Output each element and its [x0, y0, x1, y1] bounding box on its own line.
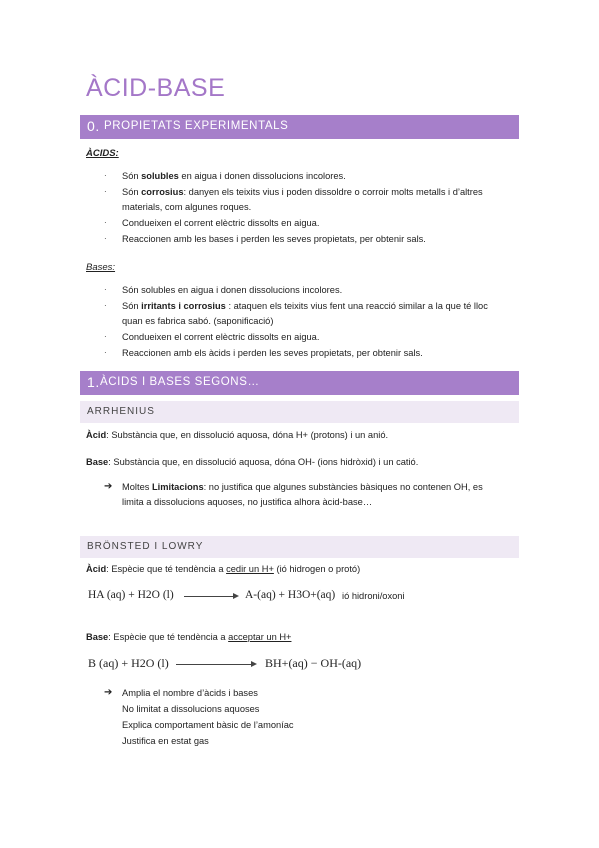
bullet-icon: ·: [104, 332, 107, 341]
bullet-icon: ·: [104, 348, 107, 357]
section-0-number: 0.: [87, 118, 100, 134]
arrhenius-heading: ARRHENIUS: [87, 406, 155, 417]
bases-heading: Bases:: [86, 262, 116, 273]
bronsted-point-3: Explica comportament bàsic de l’amoníac: [122, 720, 294, 730]
section-1-number: 1.: [87, 374, 100, 390]
bronsted-point-1: Amplia el nombre d’àcids i bases: [122, 688, 258, 698]
section-1-header: [80, 371, 519, 395]
section-0-label: PROPIETATS EXPERIMENTALS: [104, 120, 289, 132]
base-item-3: Condueixen el corrent elèctric dissolts en aigua.: [122, 332, 320, 342]
section-1-label: ÀCIDS I BASES SEGONS…: [100, 376, 260, 388]
bronsted-point-4: Justifica en estat gas: [122, 736, 209, 746]
arrhenius-limitations-cont: limita a dissolucions aquoses, no justifica alhora àcid-base…: [122, 497, 373, 507]
base-item-1: Són solubles en aigua i donen dissolucions incolores.: [122, 285, 343, 295]
bronsted-acid-definition: Àcid: Espècie que té tendència a cedir un H+ (ió hidrogen o protó): [86, 564, 361, 574]
base-item-4: Reaccionen amb els àcids i perden les seves propietats, per obtenir sals.: [122, 348, 423, 358]
bronsted-heading: BRÖNSTED I LOWRY: [87, 541, 204, 552]
arrow-right-icon: ➔: [104, 687, 113, 698]
equation-1-reactants: HA (aq) + H2O (l): [88, 589, 174, 601]
arrow-right-icon: ➔: [104, 481, 113, 492]
arrhenius-limitations: Moltes Limitacions: no justifica que algunes substàncies bàsiques no contenen OH, es: [122, 482, 483, 492]
acid-item-2-cont: materials, com algunes roques.: [122, 202, 252, 212]
reaction-arrow-line: [184, 596, 234, 597]
bullet-icon: ·: [104, 234, 107, 243]
section-0-header: [80, 115, 519, 139]
acids-heading: ÀCIDS:: [86, 148, 119, 159]
acid-item-3: Condueixen el corrent elèctric dissolts en aigua.: [122, 218, 320, 228]
equation-2-products: BH+(aq) − OH-(aq): [265, 656, 362, 670]
bronsted-point-2: No limitat a dissolucions aquoses: [122, 704, 260, 714]
bronsted-header: [80, 536, 519, 558]
arrhenius-base-definition: Base: Substància que, en dissolució aquosa, dóna OH- (ions hidròxid) i un catió.: [86, 457, 419, 467]
bullet-icon: ·: [104, 285, 107, 294]
equation-1-products: A-(aq) + H3O+(aq): [245, 589, 336, 601]
arrhenius-header: [80, 401, 519, 423]
page-title: ÀCID-BASE: [86, 74, 226, 102]
bullet-icon: ·: [104, 301, 107, 310]
equation-1-note: ió hidroni/oxoni: [342, 591, 405, 601]
reaction-arrow-icon: [233, 593, 239, 599]
bronsted-base-definition: Base: Espècie que té tendència a acceptar un H+: [86, 632, 292, 642]
reaction-arrow-icon: [251, 661, 257, 667]
base-item-2: Són irritants i corrosius : ataquen els teixits vius fent una reacció similar a la que té lloc: [122, 301, 488, 311]
arrhenius-acid-definition: Àcid: Substància que, en dissolució aquosa, dóna H+ (protons) i un anió.: [86, 430, 389, 440]
reaction-arrow-line: [176, 664, 252, 665]
bullet-icon: ·: [104, 171, 107, 180]
acid-item-4: Reaccionen amb les bases i perden les seves propietats, per obtenir sals.: [122, 234, 426, 244]
bullet-icon: ·: [104, 187, 107, 196]
base-item-2-cont: quan es fabrica sabó. (saponificació): [122, 316, 274, 326]
acid-item-2: Són corrosius: danyen els teixits vius i poden dissoldre o corroir molts metalls i d’altres: [122, 187, 483, 197]
acid-item-1: Són solubles en aigua i donen dissolucions incolores.: [122, 171, 346, 181]
equation-2-reactants: B (aq) + H2O (l): [88, 656, 169, 670]
bullet-icon: ·: [104, 218, 107, 227]
